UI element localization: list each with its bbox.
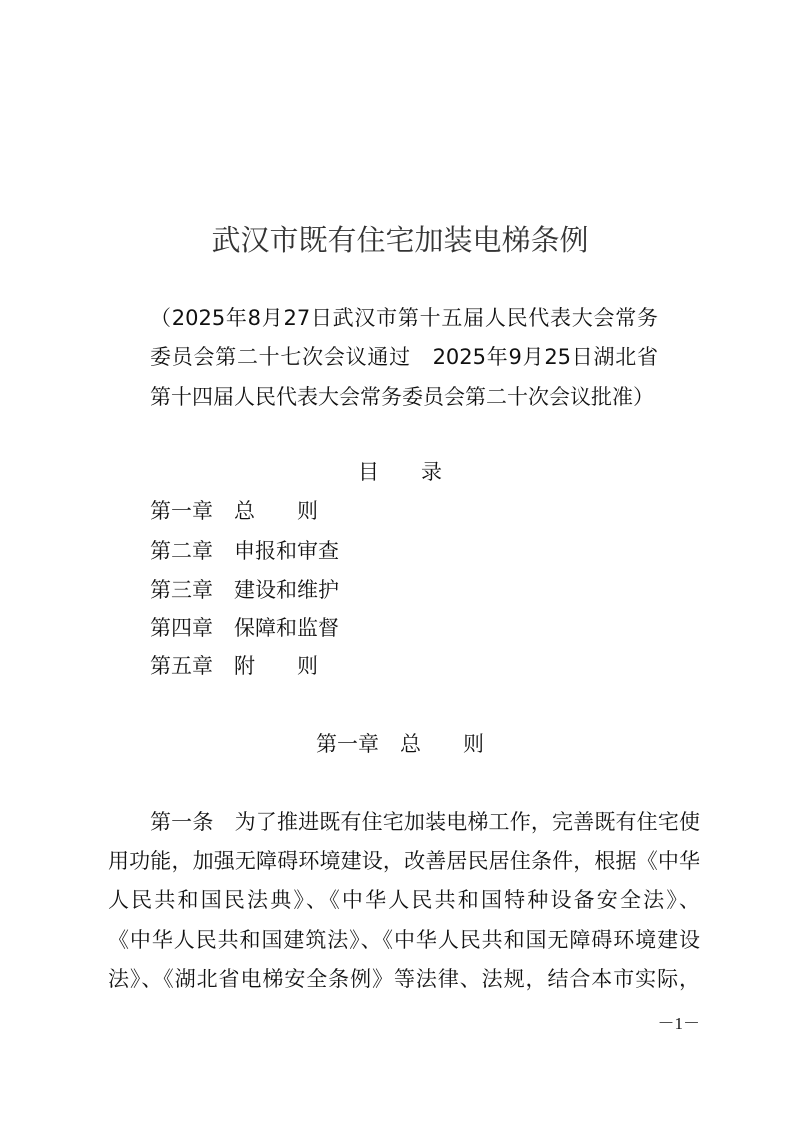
toc-item: 第二章 申报和审查: [150, 539, 339, 563]
article-line: 第一条 为了推进既有住宅加装电梯工作，完善既有住宅使: [150, 810, 700, 834]
preamble-line: 委员会第二十七次会议通过 2025年9月25日湖北省: [150, 345, 658, 369]
article-line: 《中华人民共和国建筑法》、《中华人民共和国无障碍环境建设: [108, 928, 700, 952]
toc-item: 第三章 建设和维护: [150, 578, 339, 602]
toc-item: 第一章 总 则: [150, 499, 318, 523]
page-number: －1－: [657, 1014, 700, 1033]
document-title: 武汉市既有住宅加装电梯条例: [211, 223, 589, 257]
article-line: 用功能，加强无障碍环境建设，改善居民居住条件，根据《中华: [108, 849, 700, 873]
preamble-line: （2025年8月27日武汉市第十五届人民代表大会常务: [150, 306, 658, 330]
chapter-heading: 第一章 总 则: [316, 732, 484, 756]
toc-item: 第四章 保障和监督: [150, 616, 339, 640]
article-line: 法》、《湖北省电梯安全条例》等法律、法规，结合本市实际，: [108, 967, 700, 991]
toc-item: 第五章 附 则: [150, 654, 318, 678]
preamble-line: 第十四届人民代表大会常务委员会第二十次会议批准）: [150, 385, 654, 409]
article-line: 人民共和国民法典》、《中华人民共和国特种设备安全法》、: [108, 888, 700, 912]
toc-heading: 目 录: [358, 460, 442, 484]
